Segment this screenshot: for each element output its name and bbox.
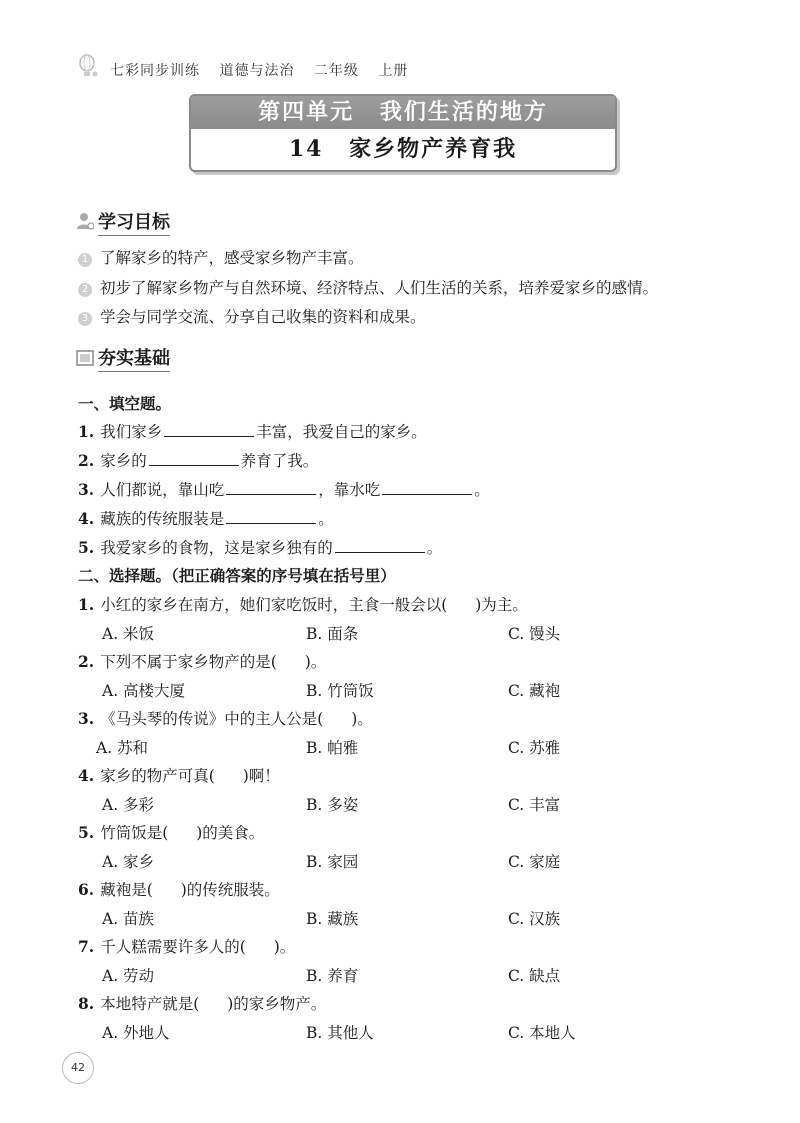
unit-name: 我们生活的地方 [379, 99, 548, 125]
option-b: B. 多姿 [306, 796, 359, 814]
option-b: B. 藏族 [306, 910, 359, 928]
option-b: B. 帕雅 [306, 739, 359, 757]
question-stem: 千人糕需要许多人的( [100, 938, 246, 956]
fill-item [78, 478, 490, 500]
header-series: 七彩同步训练 [110, 63, 200, 79]
question-text: 。 [318, 510, 334, 528]
question-stem: )的传统服装。 [180, 881, 280, 899]
title-box [189, 94, 617, 172]
goal-number: 1 [78, 253, 92, 267]
answer-blank[interactable] [226, 509, 316, 524]
running-header [110, 60, 422, 80]
lesson-name: 家乡物产养育我 [349, 136, 518, 162]
option-c: C. 丰富 [508, 796, 561, 814]
answer-blank[interactable] [226, 480, 316, 495]
choice-question [78, 593, 528, 615]
goal-number: 2 [78, 283, 92, 297]
fill-item [78, 507, 334, 529]
question-stem: 本地特产就是( [100, 995, 200, 1013]
header-grade: 二年级 [313, 63, 359, 79]
choice-question [78, 878, 280, 900]
question-stem: )为主。 [475, 596, 528, 614]
choice-question [78, 821, 264, 843]
document-icon [76, 350, 94, 366]
question-stem: 藏袍是( [100, 881, 153, 899]
question-number: 4. [78, 509, 95, 528]
fill-heading: 一、填空题。 [78, 395, 172, 413]
option-c: C. 藏袍 [508, 682, 561, 700]
option-b: B. 养育 [306, 967, 359, 985]
option-a: A. 米饭 [102, 625, 155, 643]
balloon-icon [78, 54, 98, 78]
lesson-title [191, 129, 615, 169]
question-number: 5. [78, 823, 95, 842]
option-a: A. 苏和 [96, 739, 149, 757]
question-stem: 家乡的物产可真( [100, 767, 215, 785]
answer-blank[interactable] [149, 451, 239, 466]
question-stem: )。 [351, 710, 373, 728]
unit-bar [191, 96, 615, 129]
goal-item [78, 246, 364, 268]
answer-blank[interactable] [382, 480, 472, 495]
question-stem: 下列不属于家乡物产的是( [100, 653, 277, 671]
answer-blank[interactable] [335, 538, 425, 553]
goal-text: 初步了解家乡物产与自然环境、经济特点、人们生活的关系，培养爱家乡的感情。 [100, 279, 659, 297]
question-number: 3. [78, 480, 95, 499]
question-stem: )的美食。 [196, 824, 265, 842]
choice-question [78, 650, 326, 672]
question-text: 我们家乡 [100, 423, 163, 441]
option-a: A. 多彩 [102, 796, 155, 814]
question-text: 我爱家乡的食物，这是家乡独有的 [100, 539, 333, 557]
question-stem: )啊！ [242, 767, 280, 785]
question-number: 6. [78, 880, 95, 899]
choice-question [78, 935, 295, 957]
question-text: 丰富，我爱自己的家乡。 [256, 423, 427, 441]
question-text: 家乡的 [100, 452, 147, 470]
unit-number: 第四单元 [258, 99, 355, 125]
question-number: 8. [78, 994, 95, 1013]
question-number: 2. [78, 652, 95, 671]
fill-item [78, 449, 318, 471]
question-text: 养育了我。 [240, 452, 319, 470]
goal-text: 学会与同学交流、分享自己收集的资料和成果。 [100, 308, 426, 326]
goal-item [78, 276, 658, 298]
question-stem: )的家乡物产。 [227, 995, 327, 1013]
lesson-number: 14 [288, 136, 324, 162]
question-stem: 竹筒饭是( [100, 824, 169, 842]
answer-blank[interactable] [164, 422, 254, 437]
goals-heading [76, 208, 170, 234]
option-a: A. 苗族 [102, 910, 155, 928]
question-text: 。 [426, 539, 443, 557]
fill-item [78, 536, 442, 558]
basics-heading [76, 344, 170, 370]
option-c: C. 苏雅 [508, 739, 561, 757]
goal-number: 3 [78, 312, 92, 326]
option-a: A. 外地人 [102, 1024, 170, 1042]
option-c: C. 馒头 [508, 625, 561, 643]
page-number: 42 [62, 1052, 94, 1084]
question-stem: )。 [273, 938, 296, 956]
option-b: B. 其他人 [306, 1024, 374, 1042]
question-number: 3. [78, 709, 95, 728]
goals-heading-label: 学习目标 [98, 212, 170, 236]
choice-heading: 二、选择题。（把正确答案的序号填在括号里） [78, 567, 396, 585]
option-c: C. 汉族 [508, 910, 561, 928]
choice-question [78, 992, 326, 1014]
question-stem: 《马头琴的传说》中的主人公是( [100, 710, 324, 728]
question-number: 7. [78, 937, 95, 956]
option-a: A. 家乡 [102, 853, 155, 871]
goal-text: 了解家乡的特产，感受家乡物产丰富。 [100, 249, 364, 267]
question-stem: 小红的家乡在南方，她们家吃饭时，主食一般会以( [100, 596, 448, 614]
option-c: C. 本地人 [508, 1024, 576, 1042]
option-b: B. 家园 [306, 853, 359, 871]
option-c: C. 缺点 [508, 967, 561, 985]
header-subject: 道德与法治 [219, 63, 295, 79]
question-number: 5. [78, 538, 95, 557]
question-number: 1. [78, 595, 95, 614]
option-c: C. 家庭 [508, 853, 561, 871]
fill-item [78, 420, 427, 442]
question-number: 1. [78, 422, 95, 441]
person-icon [76, 212, 94, 230]
question-number: 4. [78, 766, 95, 785]
question-text: 。 [474, 481, 490, 499]
basics-heading-label: 夯实基础 [98, 348, 170, 372]
option-a: A. 高楼大厦 [102, 682, 186, 700]
question-stem: )。 [304, 653, 327, 671]
question-text: 藏族的传统服装是 [100, 510, 225, 528]
choice-question [78, 764, 280, 786]
option-b: B. 竹筒饭 [306, 682, 374, 700]
header-volume: 上册 [378, 63, 409, 79]
question-text: ，靠水吃 [318, 481, 381, 499]
question-number: 2. [78, 451, 95, 470]
option-b: B. 面条 [306, 625, 359, 643]
choice-question [78, 707, 373, 729]
goal-item [78, 305, 426, 327]
option-a: A. 劳动 [102, 967, 155, 985]
question-text: 人们都说，靠山吃 [100, 481, 225, 499]
